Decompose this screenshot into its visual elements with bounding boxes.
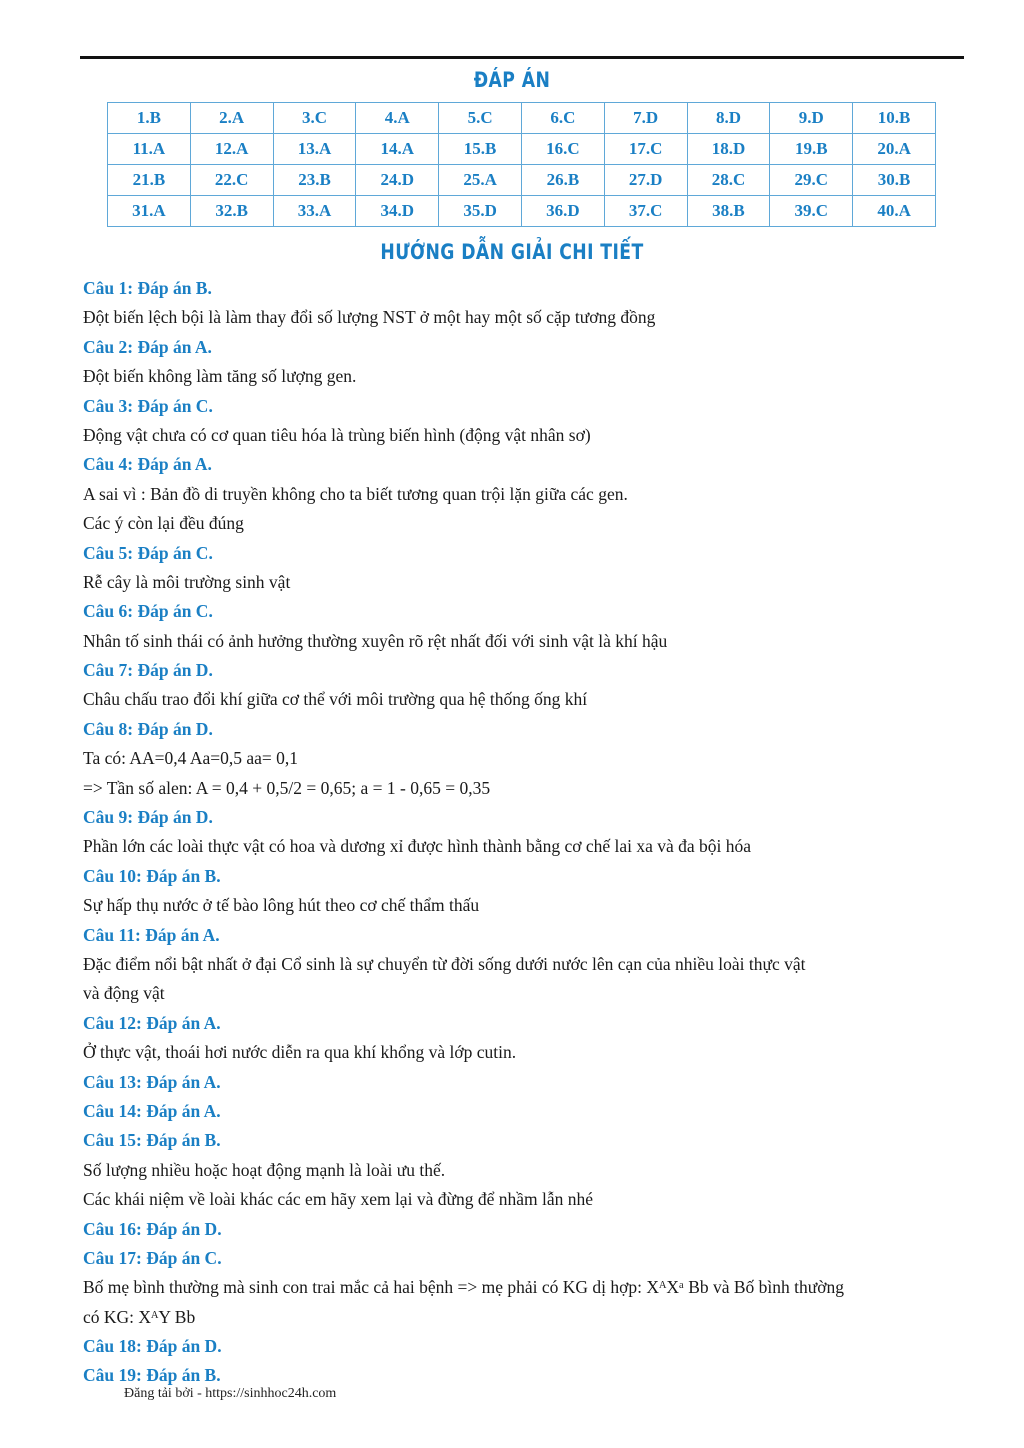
explanation-line: và động vật [83, 983, 165, 1004]
answer-cell: 25.A [439, 165, 522, 196]
explanation-line: Bố mẹ bình thường mà sinh con trai mắc cả hai bệnh => mẹ phải có KG dị hợp: XᴬXᵃ Bb và Bố bình thường [83, 1277, 845, 1298]
footer-credit: Đăng tải bởi - https://sinhhoc24h.com [124, 1386, 337, 1401]
explanation-line: Các khái niệm về loài khác các em hãy xem lại và đừng để nhầm lẫn nhé [83, 1189, 593, 1210]
answer-cell: 15.B [439, 134, 522, 165]
answer-cell: 22.C [190, 165, 273, 196]
explanation-line: Động vật chưa có cơ quan tiêu hóa là trùng biến hình (động vật nhân sơ) [83, 424, 591, 445]
question-answer-heading: Câu 6: Đáp án C. [83, 601, 213, 622]
answer-cell: 38.B [687, 196, 770, 227]
explanation-line: Rễ cây là môi trường sinh vật [83, 571, 291, 592]
question-answer-heading: Câu 4: Đáp án A. [83, 454, 212, 475]
answer-table [107, 102, 936, 227]
answer-cell: 37.C [604, 196, 687, 227]
answer-cell: 6.C [521, 103, 604, 134]
explanation-line: Nhân tố sinh thái có ảnh hưởng thường xuyên rõ rệt nhất đối với sinh vật là khí hậu [83, 630, 668, 651]
answer-cell: 11.A [108, 134, 191, 165]
answer-cell: 2.A [190, 103, 273, 134]
question-answer-heading: Câu 10: Đáp án B. [83, 865, 221, 886]
answer-cell: 23.B [273, 165, 356, 196]
explanation-line: A sai vì : Bản đồ di truyền không cho ta biết tương quan trội lặn giữa các gen. [83, 483, 628, 504]
answer-cell: 28.C [687, 165, 770, 196]
question-answer-heading: Câu 1: Đáp án B. [83, 278, 212, 298]
question-answer-heading: Câu 19: Đáp án B. [83, 1365, 221, 1386]
answer-cell: 20.A [853, 134, 936, 165]
top-rule [80, 56, 964, 59]
answer-cell: 32.B [190, 196, 273, 227]
answer-cell: 13.A [273, 134, 356, 165]
explanation-line: Đột biến lệch bội là làm thay đổi số lượng NST ở một hay một số cặp tương đồng [83, 307, 656, 328]
answer-row [108, 103, 936, 134]
answer-cell: 21.B [108, 165, 191, 196]
answer-cell: 5.C [439, 103, 522, 134]
answer-cell: 12.A [190, 134, 273, 165]
question-answer-heading: Câu 9: Đáp án D. [83, 807, 213, 828]
answer-cell: 14.A [356, 134, 439, 165]
answer-cell: 19.B [770, 134, 853, 165]
explanation-line: Sự hấp thụ nước ở tế bào lông hút theo cơ chế thẩm thấu [83, 895, 480, 916]
answer-cell: 18.D [687, 134, 770, 165]
answer-cell: 16.C [521, 134, 604, 165]
answer-row [108, 165, 936, 196]
explanation-line: Ở thực vật, thoái hơi nước diễn ra qua khí khổng và lớp cutin. [83, 1042, 517, 1063]
question-answer-heading: Câu 17: Đáp án C. [83, 1247, 222, 1268]
answer-cell: 10.B [853, 103, 936, 134]
answer-cell: 17.C [604, 134, 687, 165]
question-answer-heading: Câu 15: Đáp án B. [83, 1130, 221, 1151]
question-answer-heading: Câu 18: Đáp án D. [83, 1336, 222, 1357]
answer-cell: 30.B [853, 165, 936, 196]
question-answer-heading: Câu 2: Đáp án A. [83, 336, 212, 357]
answer-row [108, 196, 936, 227]
answer-cell: 31.A [108, 196, 191, 227]
explanation-line: Các ý còn lại đều đúng [83, 513, 244, 534]
question-answer-heading: Câu 7: Đáp án D. [83, 660, 213, 681]
question-answer-heading: Câu 13: Đáp án A. [83, 1071, 221, 1092]
explanation-line: Số lượng nhiều hoặc hoạt động mạnh là loài ưu thế. [83, 1159, 446, 1180]
solutions-text [83, 274, 963, 1391]
question-answer-heading: Câu 5: Đáp án C. [83, 542, 213, 563]
answer-cell: 3.C [273, 103, 356, 134]
answer-cell: 29.C [770, 165, 853, 196]
explanation-line: Phần lớn các loài thực vật có hoa và dương xỉ được hình thành bằng cơ chế lai xa và đa bội hóa [83, 836, 752, 857]
answer-cell: 27.D [604, 165, 687, 196]
answer-row [108, 134, 936, 165]
explanation-line: Đột biến không làm tăng số lượng gen. [83, 366, 357, 387]
explanation-line: Châu chấu trao đổi khí giữa cơ thể với môi trường qua hệ thống ống khí [83, 689, 588, 710]
answer-cell: 33.A [273, 196, 356, 227]
explanation-line: => Tần số alen: A = 0,4 + 0,5/2 = 0,65; a = 1 - 0,65 = 0,35 [83, 777, 491, 798]
answer-cell: 8.D [687, 103, 770, 134]
answer-cell: 36.D [521, 196, 604, 227]
explanation-line: Ta có: AA=0,4 Aa=0,5 aa= 0,1 [83, 748, 299, 769]
section-title: HƯỚNG DẪN GIẢI CHI TIẾT [380, 240, 644, 264]
question-answer-heading: Câu 3: Đáp án C. [83, 395, 213, 416]
answer-cell: 4.A [356, 103, 439, 134]
page-title: ĐÁP ÁN [473, 68, 551, 92]
explanation-line: có KG: XᴬY Bb [83, 1306, 196, 1327]
answer-cell: 24.D [356, 165, 439, 196]
question-answer-heading: Câu 16: Đáp án D. [83, 1218, 222, 1239]
question-answer-heading: Câu 11: Đáp án A. [83, 924, 220, 945]
answer-cell: 9.D [770, 103, 853, 134]
question-answer-heading: Câu 8: Đáp án D. [83, 718, 213, 739]
answer-cell: 1.B [108, 103, 191, 134]
question-answer-heading: Câu 12: Đáp án A. [83, 1012, 221, 1033]
answer-cell: 39.C [770, 196, 853, 227]
answer-cell: 35.D [439, 196, 522, 227]
answer-cell: 7.D [604, 103, 687, 134]
answer-cell: 40.A [853, 196, 936, 227]
question-answer-heading: Câu 14: Đáp án A. [83, 1100, 221, 1121]
answer-cell: 34.D [356, 196, 439, 227]
explanation-line: Đặc điểm nổi bật nhất ở đại Cổ sinh là sự chuyển từ đời sống dưới nước lên cạn của nhiều loài thực vật [83, 953, 806, 974]
answer-cell: 26.B [521, 165, 604, 196]
